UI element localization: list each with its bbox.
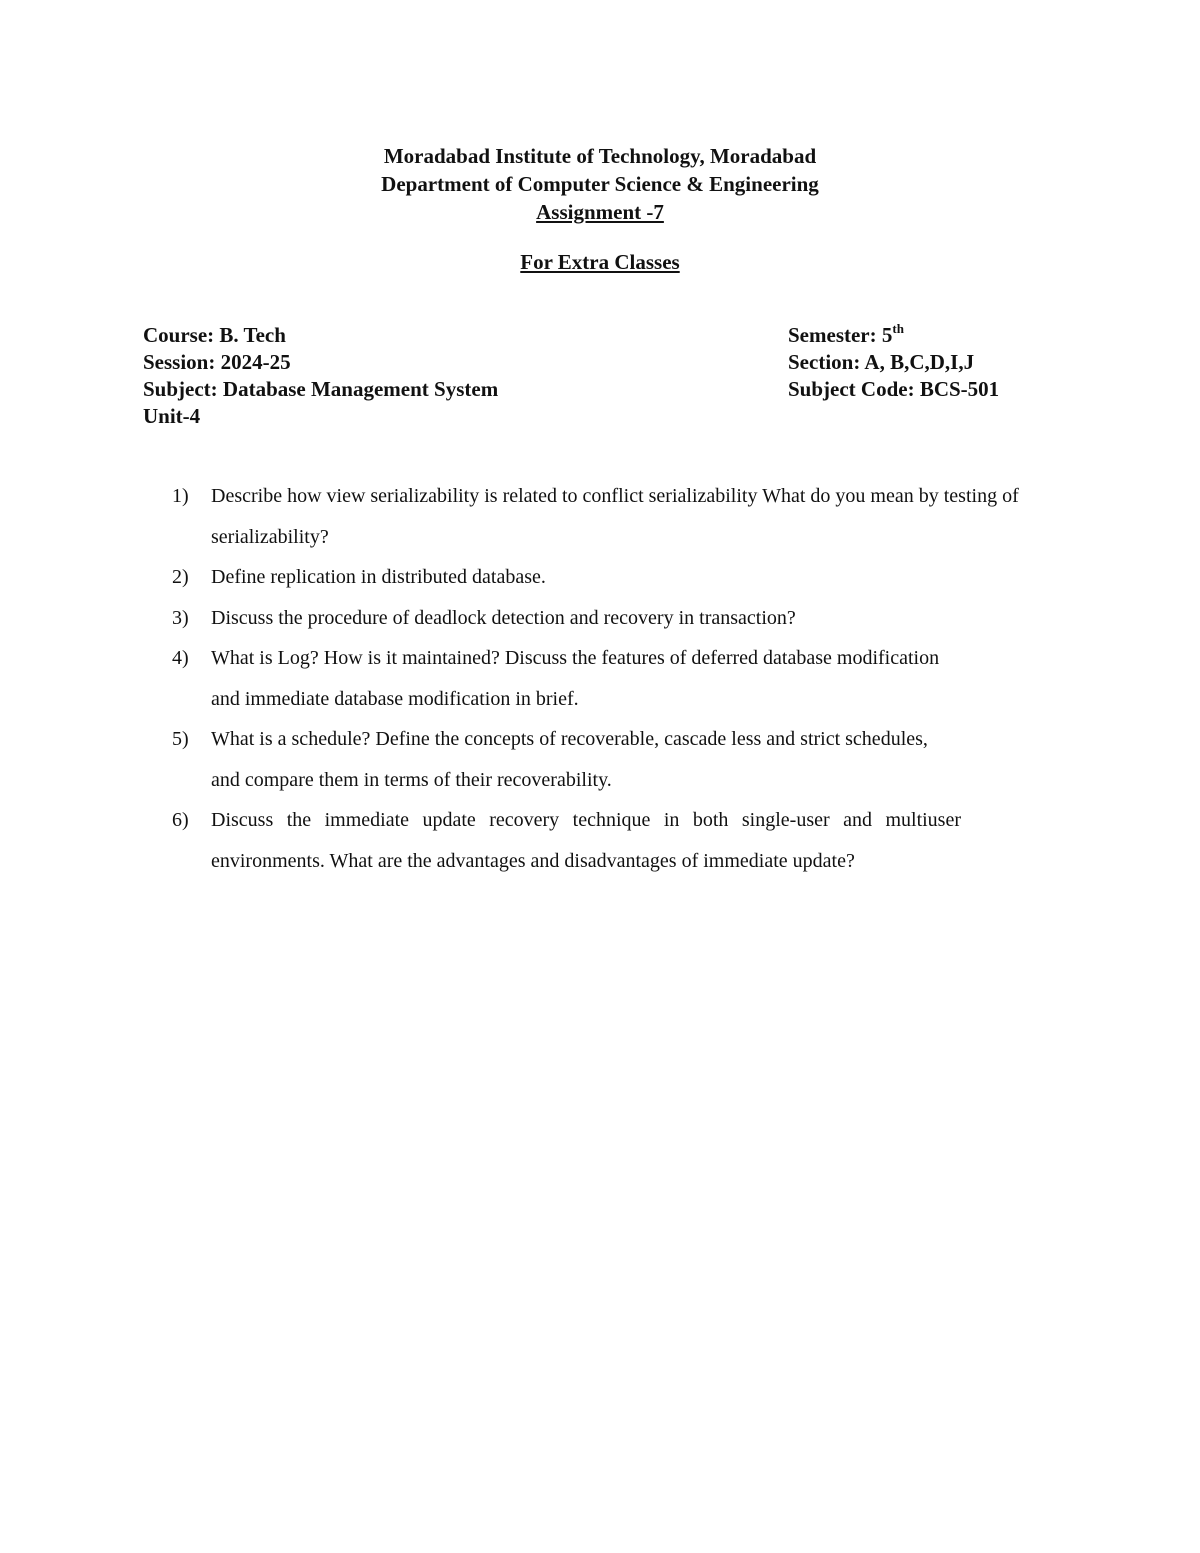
header-spacer — [0, 226, 1200, 248]
question-item — [172, 598, 1052, 639]
semester-value: Semester: 5 — [788, 323, 893, 347]
meta-row-unit — [143, 403, 1043, 430]
question-number: 3) — [172, 606, 189, 629]
question-number: 6) — [172, 809, 189, 831]
question-item — [172, 800, 1052, 881]
assignment-title: Assignment -7 — [536, 200, 664, 224]
semester-label — [788, 322, 904, 349]
meta-row-course — [143, 322, 1043, 349]
question-number: 1) — [172, 485, 189, 507]
section-label: Section: A, B,C,D,I,J — [788, 350, 975, 374]
question-text: Describe how view serializability is related to conflict serializability What do you mean by testing of serializability? — [211, 485, 1019, 548]
unit-label: Unit-4 — [143, 404, 201, 428]
session-label: Session: 2024-25 — [143, 350, 291, 374]
semester-suffix: th — [892, 321, 904, 336]
question-text: Discuss the procedure of deadlock detection and recovery in transaction? — [211, 606, 796, 629]
subject-code-label: Subject Code: BCS-501 — [788, 377, 1000, 401]
question-number: 4) — [172, 647, 189, 669]
meta-row-session — [143, 349, 1043, 376]
document-header — [0, 142, 1200, 276]
question-number: 2) — [172, 566, 189, 588]
question-text: Discuss the immediate update recovery technique in both single-user and multiuser environments. What are the advantages and disadvantages of immediate update? — [211, 809, 961, 872]
subject-label: Subject: Database Management System — [143, 377, 499, 401]
institute-name: Moradabad Institute of Technology, Moradabad — [383, 144, 817, 168]
question-item — [172, 638, 1052, 719]
question-item — [172, 719, 1052, 800]
question-text: Define replication in distributed database. — [211, 566, 546, 588]
course-label: Course: B. Tech — [143, 323, 286, 347]
question-text: What is a schedule? Define the concepts of recoverable, cascade less and strict schedules, and compare them in terms of their recoverability. — [211, 728, 928, 791]
course-details — [143, 322, 1043, 430]
question-item — [172, 476, 1052, 557]
question-item — [172, 557, 1052, 598]
extra-classes-title: For Extra Classes — [520, 250, 680, 274]
question-list — [172, 476, 1052, 881]
department-name: Department of Computer Science & Engineering — [381, 172, 819, 196]
meta-row-subject — [143, 376, 1043, 403]
question-text: What is Log? How is it maintained? Discuss the features of deferred database modification and immediate database modification in brief. — [211, 647, 940, 710]
question-number: 5) — [172, 728, 189, 750]
